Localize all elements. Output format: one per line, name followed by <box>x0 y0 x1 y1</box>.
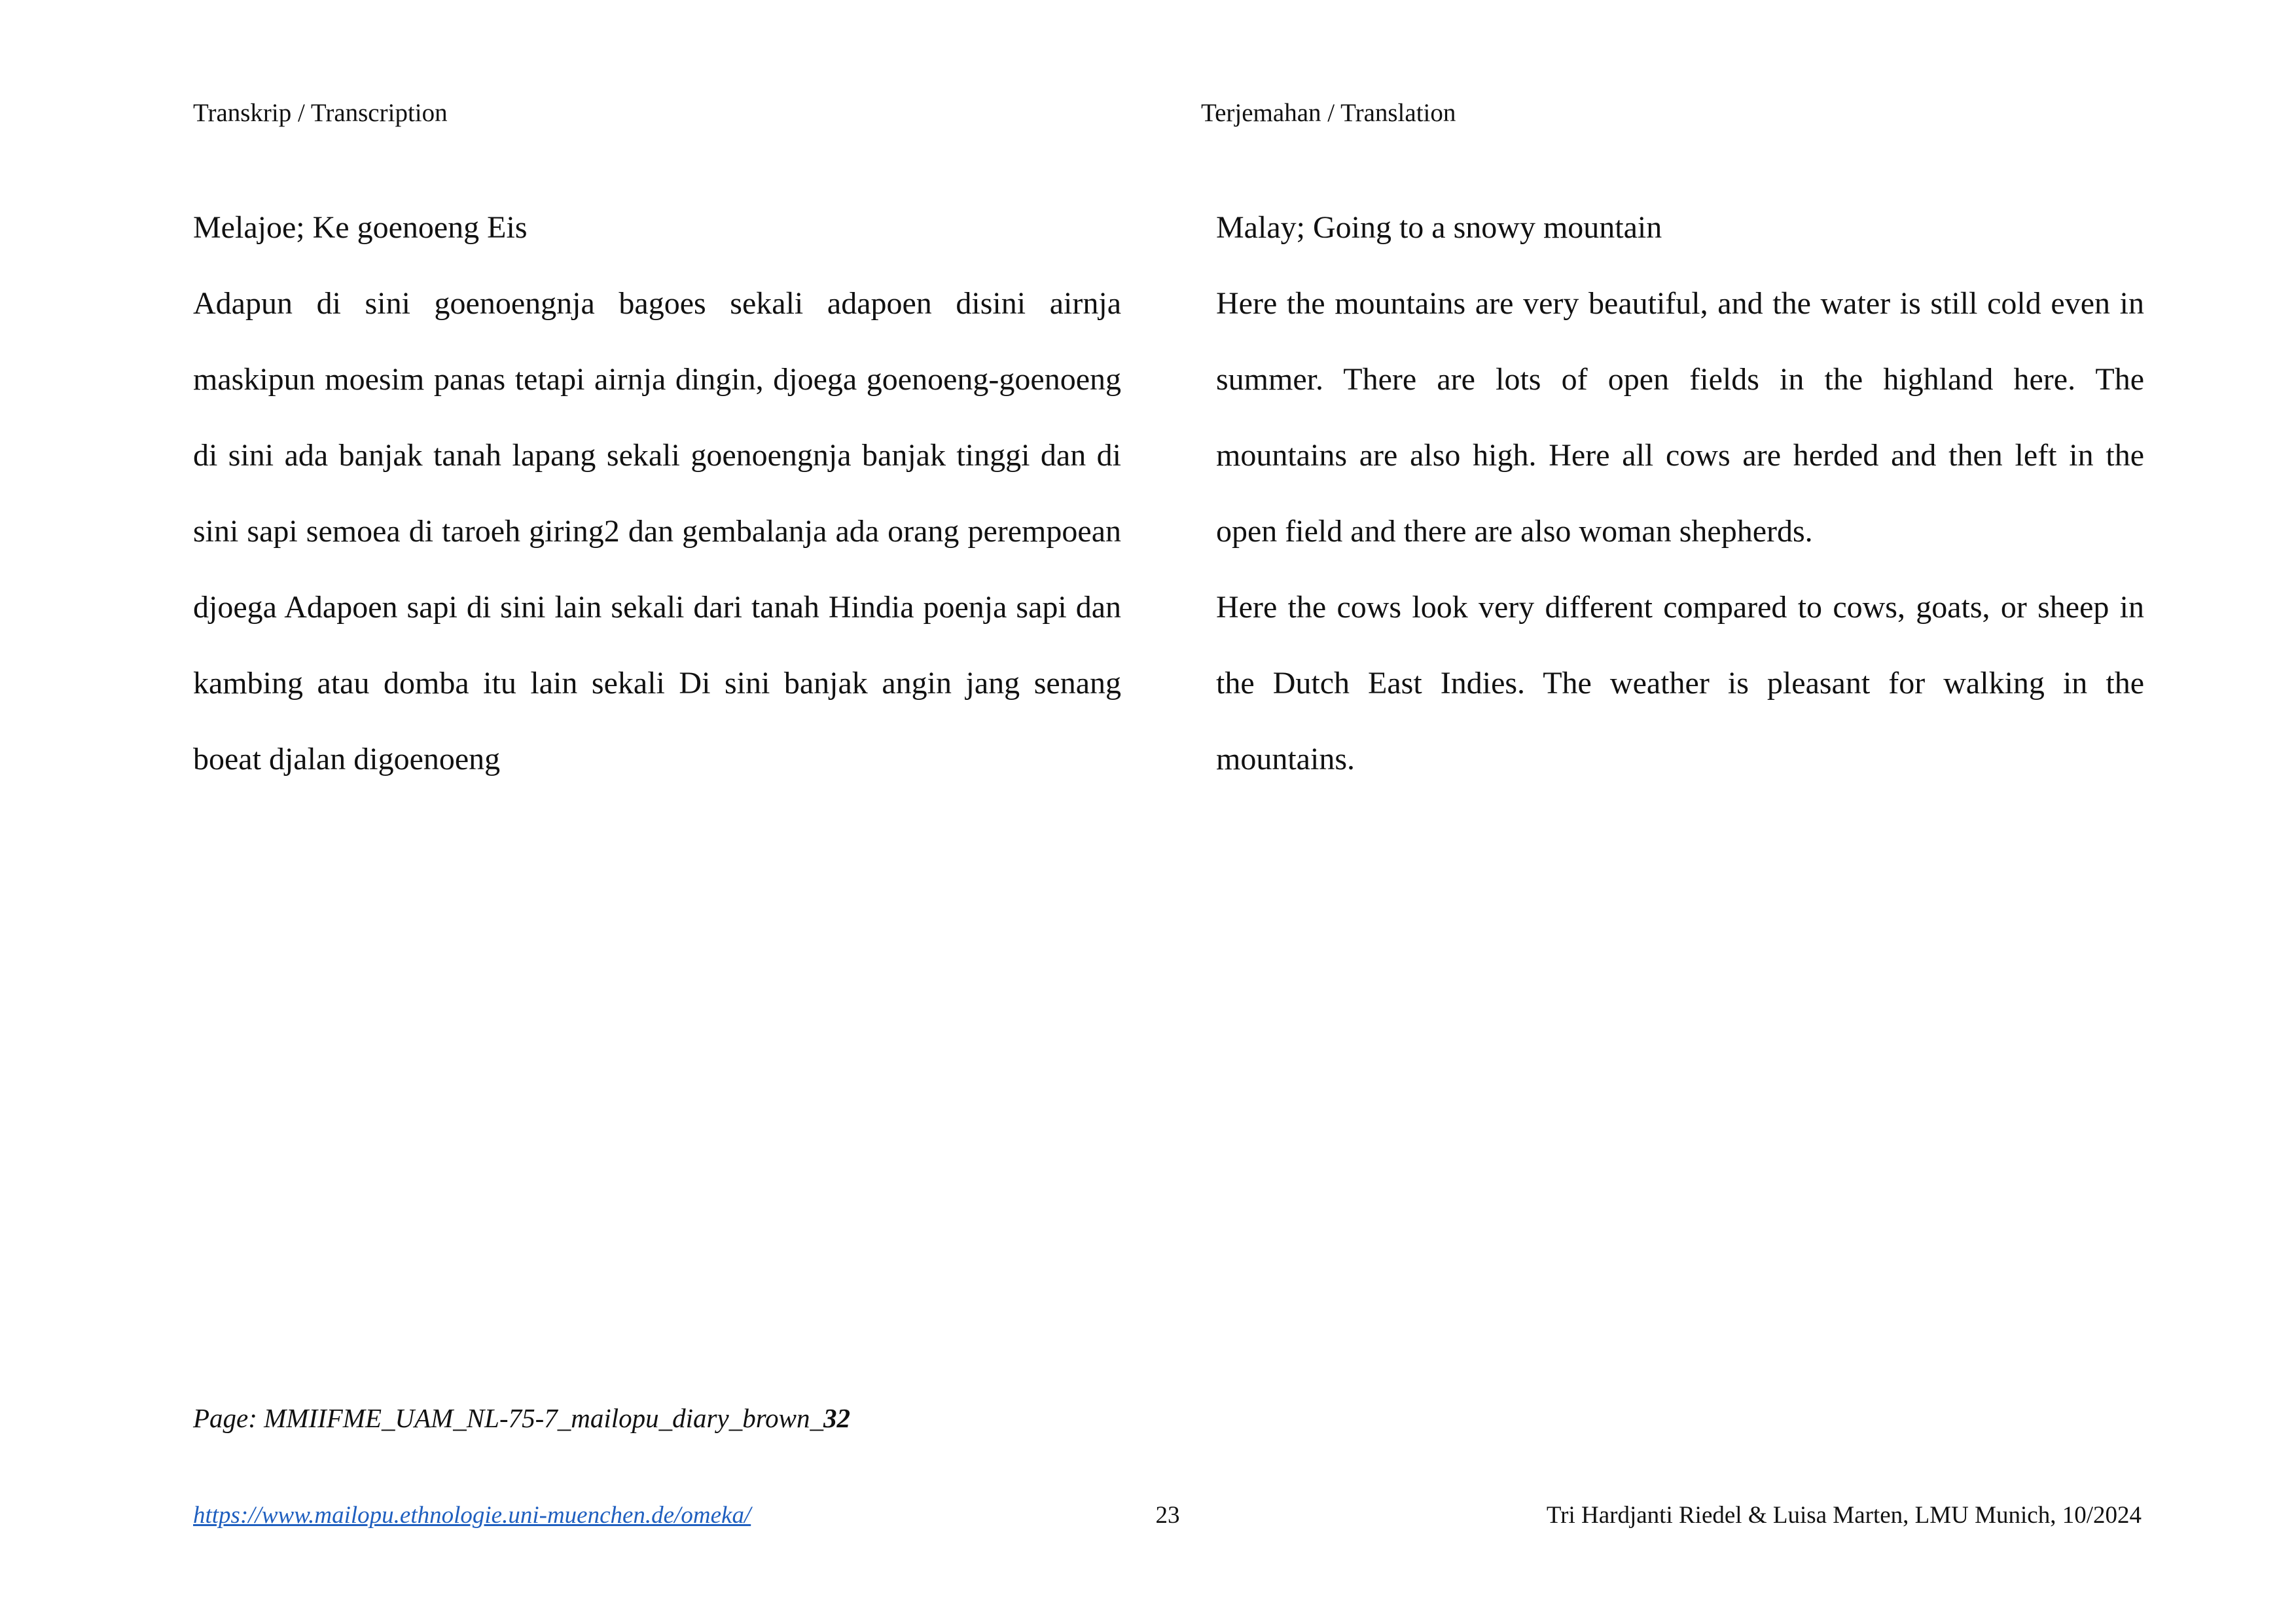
transcription-column-header: Transkrip / Transcription <box>193 99 448 127</box>
footer-page-number: 23 <box>1155 1502 1180 1529</box>
translation-column <box>1216 190 2144 797</box>
transcription-column <box>193 190 1121 797</box>
transcription-title: Melajoe; Ke goenoeng Eis <box>193 210 528 245</box>
transcription-paragraph: Adapun di sini goenoengnja bagoes sekali adapoen disini airnja maskipun moesim panas tetapi airnja dingin, djoega goenoeng-goenoeng di sini ada banjak tanah lapang sekali goenoengnja banjak tinggi dan di sini sapi semoea di taroeh giring2 dan gembalanja ada orang perempoean djoega Adapoen sapi di sini lain sekali dari tanah Hindia poenja sapi dan kambing atau domba itu lain sekali Di sini banjak angin jang senang boeat djalan digoenoeng <box>193 286 1121 776</box>
page-reference <box>193 1400 850 1436</box>
footer-credit: Tri Hardjanti Riedel & Luisa Marten, LMU Munich, 10/2024 <box>1546 1502 2142 1529</box>
page-reference-prefix: Page: MMIIFME_UAM_NL-75-7_mailopu_diary_brown_ <box>193 1403 823 1433</box>
translation-paragraph: Here the mountains are very beautiful, and the water is still cold even in summer. There are lots of open fields in the highland here. The mountains are also high. Here all cows are herded and then left in the open field and there are also woman shepherds. <box>1216 286 2144 549</box>
translation-title: Malay; Going to a snowy mountain <box>1216 210 1662 245</box>
footer-omeka-link[interactable]: https://www.mailopu.ethnologie.uni-muenchen.de/omeka/ <box>193 1502 751 1529</box>
translation-paragraph: Here the cows look very different compared to cows, goats, or sheep in the Dutch East Indies. The weather is pleasant for walking in the mountains. <box>1216 590 2144 776</box>
translation-column-header: Terjemahan / Translation <box>1201 99 1456 127</box>
page-reference-number: 32 <box>823 1403 850 1433</box>
